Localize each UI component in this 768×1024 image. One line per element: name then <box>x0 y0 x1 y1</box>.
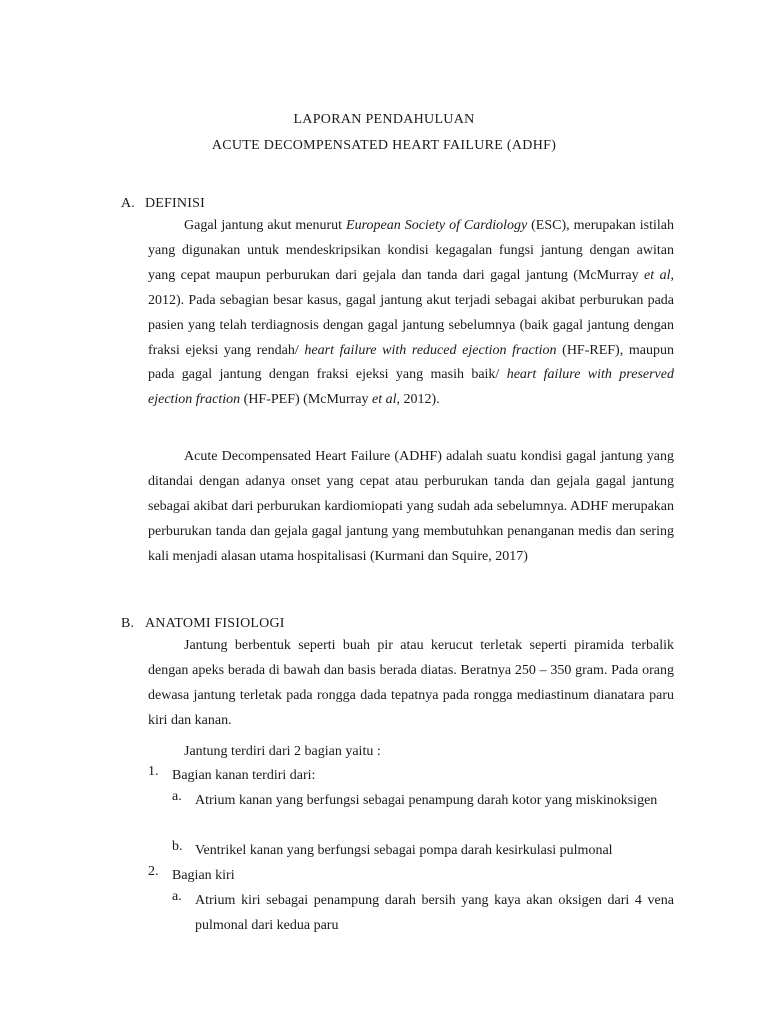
sub-list-letter: a. <box>172 889 182 904</box>
text-run: Jantung berbentuk seperti buah pir atau kerucut terletak seperti piramida terbalik dengan apeks berada di bawah dan basis berada diatas. Beratnya 250 – 350 gram. Pada orang dewasa jantung terletak pada rongga dada tepatnya pada rongga mediastinum dianatara paru kiri dan kanan. <box>148 638 674 728</box>
section-a-paragraph-2 <box>148 445 674 570</box>
section-b-heading <box>121 616 285 632</box>
text-run: , 2012). Pada sebagian besar kasus, gagal jantung akut terjadi sebagai akibat perburukan pada pasien yang telah terdiagnosis dengan gagal jantung sebelumnya (baik gagal jantung dengan fraksi ejeksi yang rendah/ <box>148 267 674 358</box>
italic-run: heart failure with preserved ejection fraction <box>148 367 674 408</box>
italic-run: et al <box>371 392 397 408</box>
text-run: Acute Decompensated Heart Failure (ADHF) adalah suatu kondisi gagal jantung yang ditandai dengan adanya onset yang cepat atau perburukan tanda dan gejala gagal jantung sebagai akibat dari perburukan kardiomiopati yang sudah ada sebelumnya. ADHF merupakan perburukan tanda dan gejala gagal jantung yang membutuhkan penanganan medis dan sering kali menjadi alasan utama hospitalisasi (Kurmani dan Squire, 2017) <box>148 449 674 564</box>
list-number: 2. <box>148 864 159 879</box>
list-number: 1. <box>148 764 159 779</box>
section-b-paragraph-2 <box>148 740 674 765</box>
text-run: Gagal jantung akut menurut <box>184 218 347 233</box>
section-a-paragraph-1 <box>148 214 674 413</box>
title-line-2: ACUTE DECOMPENSATED HEART FAILURE (ADHF) <box>211 138 557 153</box>
title-line-1: LAPORAN PENDAHULUAN <box>293 112 475 127</box>
list-text: Bagian kanan terdiri dari: <box>172 768 316 783</box>
sub-list-text: Atrium kanan yang berfungsi sebagai penampung darah kotor yang miskinoksigen <box>195 793 658 808</box>
sub-list-text: Ventrikel kanan yang berfungsi sebagai pompa darah kesirkulasi pulmonal <box>195 843 613 858</box>
sub-list-letter: a. <box>172 789 182 804</box>
text-run: Jantung terdiri dari 2 bagian yaitu : <box>184 744 381 759</box>
italic-run: et al <box>644 267 671 283</box>
section-a-title: DEFINISI <box>145 196 205 211</box>
section-a-heading <box>121 196 205 212</box>
italic-run: heart failure with reduced ejection fraction <box>304 342 557 358</box>
text-run: (ESC), merupakan istilah yang digunakan untuk mendeskripsikan kondisi kegagalan fungsi jantung dengan awitan yang cepat maupun perburukan dari gejala dan tanda dari gagal jantung (McMurray <box>148 218 674 283</box>
text-run: , 2012). <box>396 392 440 408</box>
sub-list-letter: b. <box>172 839 183 854</box>
section-a-label: A. <box>121 196 136 211</box>
section-b-label: B. <box>121 616 135 631</box>
list-text: Bagian kiri <box>172 868 235 883</box>
sub-list-text: Atrium kiri sebagai penampung darah bersih yang kaya akan oksigen dari 4 vena pulmonal dari kedua paru <box>195 893 674 933</box>
section-b-paragraph-1 <box>148 634 674 734</box>
section-b-title: ANATOMI FISIOLOGI <box>145 616 285 631</box>
italic-run: European Society of Cardiology <box>346 218 528 233</box>
text-run: (HF-REF), maupun pada gagal jantung dengan fraksi ejeksi yang masih baik/ <box>148 342 674 383</box>
text-run: (HF-PEF) (McMurray <box>240 392 372 408</box>
